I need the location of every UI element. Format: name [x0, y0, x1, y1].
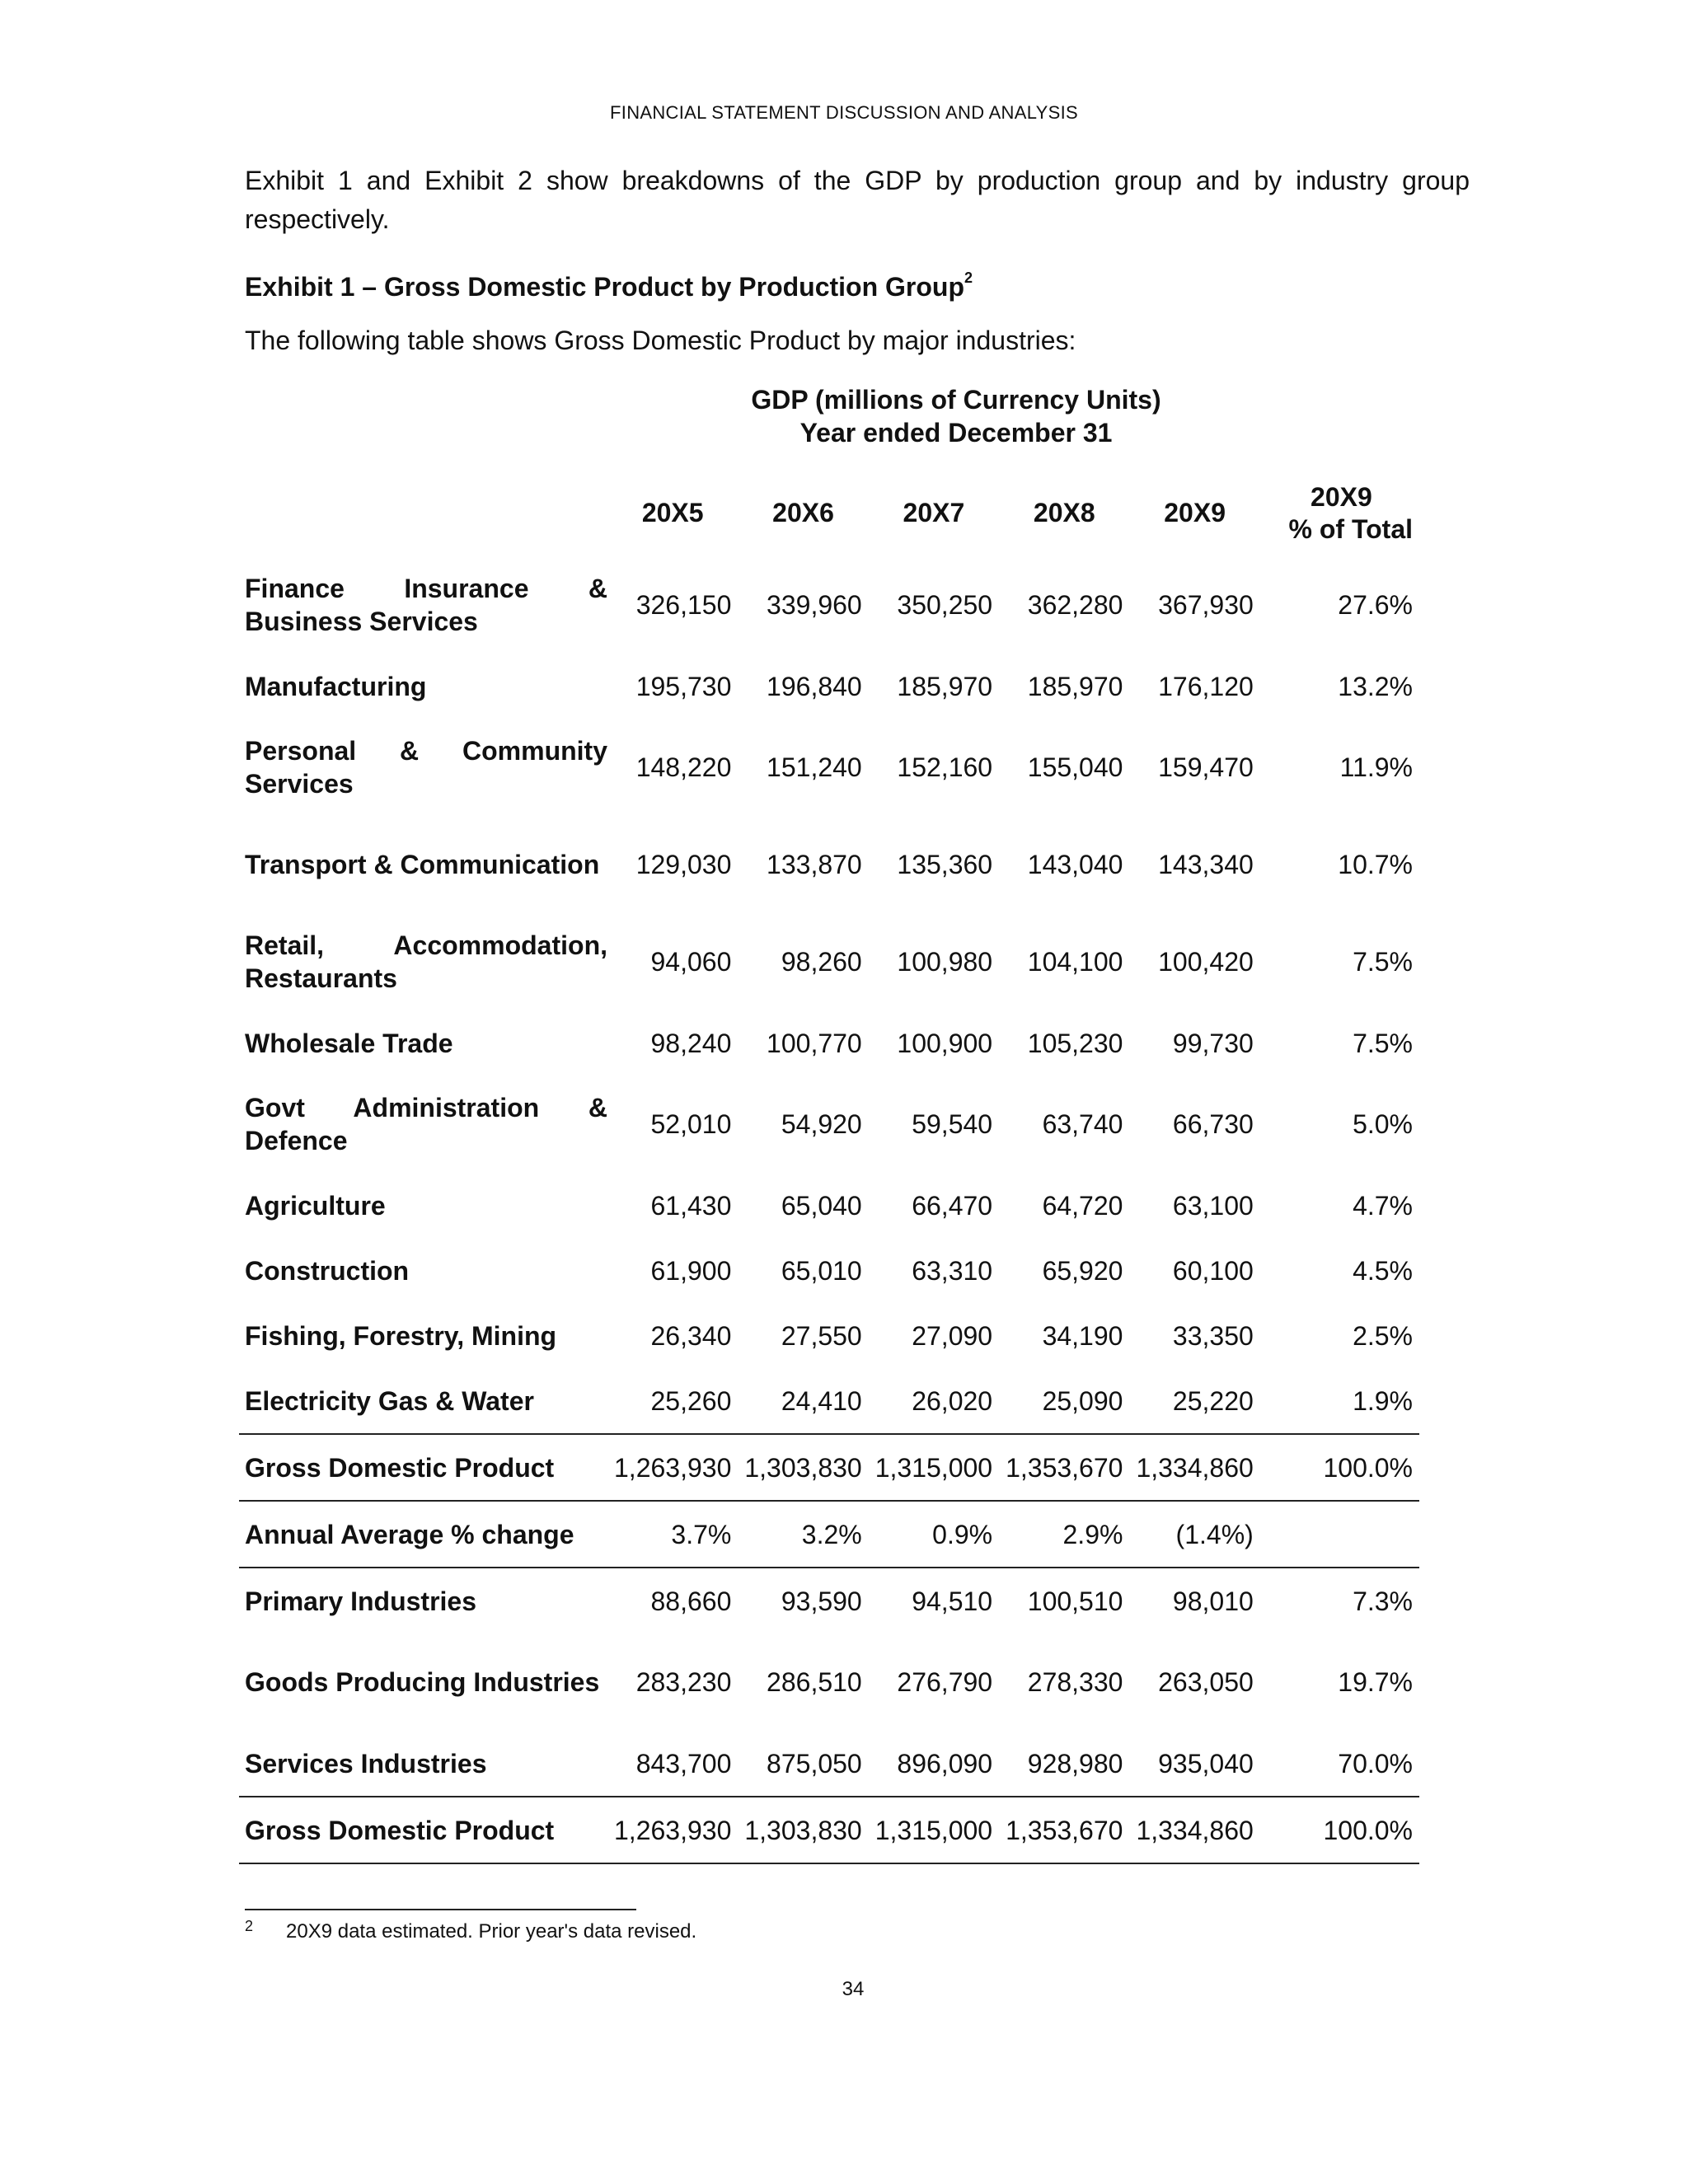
value-cell: 63,740: [1042, 1109, 1123, 1139]
row-label-text: Personal & Community Services: [245, 736, 607, 799]
intro-paragraph: Exhibit 1 and Exhibit 2 show breakdowns of the GDP by production group and by industry group respectively.: [245, 166, 1470, 234]
value-cell: 100,420: [1158, 947, 1254, 977]
row-label: [239, 1076, 607, 1173]
header-year-20x8: 20X8: [1033, 498, 1095, 527]
header-year-20x9: 20X9: [1164, 498, 1226, 527]
row-label-text: Govt Administration & Defence: [245, 1093, 607, 1155]
value-cell: 935,040: [1158, 1748, 1254, 1779]
value-cell: 155,040: [1027, 752, 1123, 782]
value-cell: 278,330: [1027, 1667, 1123, 1697]
row-label: [239, 1238, 607, 1303]
row-label-text: Gross Domestic Product: [245, 1815, 555, 1845]
value-cell: 1,263,930: [607, 1797, 738, 1863]
row-label: [239, 1731, 607, 1797]
percent-cell: 4.5%: [1353, 1255, 1413, 1286]
percent-cell: 100.0%: [1260, 1434, 1419, 1501]
percent-cell: 2.5%: [1353, 1320, 1413, 1351]
header-year-20x7: 20X7: [903, 498, 965, 527]
value-cell: 63,310: [912, 1255, 993, 1286]
value-cell: 896,090: [897, 1748, 993, 1779]
value-cell: 99,730: [1172, 1028, 1254, 1058]
row-label-text: Gross Domestic Product: [245, 1452, 555, 1483]
value-cell: 65,040: [781, 1190, 862, 1221]
value-cell: 3.7%: [607, 1501, 738, 1568]
exhibit-footnote-ref: 2: [964, 269, 973, 287]
value-cell: 94,510: [869, 1568, 999, 1633]
value-cell: 93,590: [738, 1568, 868, 1633]
value-cell: 133,870: [767, 850, 862, 879]
value-cell: 105,230: [1027, 1028, 1123, 1058]
value-cell: 1,263,930: [607, 1434, 738, 1501]
table-row: [239, 1303, 1419, 1368]
value-cell: 159,470: [1158, 752, 1254, 782]
exhibit-title-text: Exhibit 1 – Gross Domestic Product by Production Group: [245, 272, 965, 302]
value-cell: 104,100: [1027, 947, 1123, 977]
percent-cell: 70.0%: [1338, 1748, 1413, 1779]
percent-cell: 7.5%: [1353, 947, 1413, 977]
exhibit-title: [245, 269, 973, 302]
value-cell: 1,334,860: [1129, 1797, 1259, 1863]
percent-cell: 13.2%: [1338, 671, 1413, 701]
percent-cell: 27.6%: [1338, 590, 1413, 620]
footnote-rule: [245, 1909, 636, 1910]
value-cell: 66,470: [912, 1190, 993, 1221]
table-row: [239, 1568, 1419, 1633]
row-label: [239, 1010, 607, 1076]
value-cell: 61,430: [650, 1190, 732, 1221]
value-cell: 185,970: [1027, 671, 1123, 701]
table-row: [239, 1368, 1419, 1434]
value-cell: 1,353,670: [999, 1434, 1129, 1501]
percent-cell: 11.9%: [1339, 752, 1413, 782]
value-cell: 283,230: [635, 1667, 732, 1697]
row-label-text: Wholesale Trade: [245, 1028, 453, 1058]
value-cell: 25,220: [1172, 1385, 1254, 1416]
value-cell: 27,550: [781, 1320, 862, 1351]
value-cell: 60,100: [1172, 1255, 1254, 1286]
percent-cell: 19.7%: [1338, 1667, 1413, 1697]
value-cell: 148,220: [635, 752, 732, 782]
value-cell: 0.9%: [869, 1501, 999, 1568]
header-year-20x5: 20X5: [641, 498, 704, 527]
value-cell: 3.2%: [738, 1501, 868, 1568]
table-row: [239, 816, 1419, 913]
table-row: [239, 1501, 1419, 1568]
row-label: [239, 1633, 607, 1731]
value-cell: 64,720: [1042, 1190, 1123, 1221]
row-label: [239, 719, 607, 816]
value-cell: 928,980: [1027, 1748, 1123, 1779]
footnote-text: 20X9 data estimated. Prior year's data revised.: [286, 1920, 697, 1943]
value-cell: 2.9%: [999, 1501, 1129, 1568]
row-label-text: Electricity Gas & Water: [245, 1385, 534, 1416]
value-cell: 185,970: [897, 671, 993, 701]
table-row: [239, 1434, 1419, 1501]
row-label: [239, 816, 607, 913]
percent-cell: 5.0%: [1353, 1109, 1413, 1139]
value-cell: 362,280: [1027, 590, 1123, 620]
value-cell: 59,540: [912, 1109, 993, 1139]
value-cell: 339,960: [767, 590, 862, 620]
row-label-text: Services Industries: [245, 1748, 487, 1779]
table-row: [239, 719, 1419, 816]
percent-cell: 7.3%: [1260, 1568, 1419, 1633]
value-cell: 350,250: [897, 590, 993, 620]
value-cell: 100,770: [767, 1028, 862, 1058]
table-row: [239, 913, 1419, 1010]
header-pct-line1: 20X9: [1311, 481, 1372, 512]
value-cell: 66,730: [1172, 1109, 1254, 1139]
value-cell: 52,010: [650, 1109, 732, 1139]
value-cell: 152,160: [897, 752, 993, 782]
table-row: [239, 1238, 1419, 1303]
value-cell: 100,510: [999, 1568, 1129, 1633]
value-cell: (1.4%): [1129, 1501, 1259, 1568]
value-cell: 88,660: [607, 1568, 738, 1633]
header-percent-of-total: [1260, 470, 1419, 556]
table-row: [239, 1797, 1419, 1863]
row-label-text: Retail, Accommodation, Restaurants: [245, 930, 607, 993]
value-cell: 25,090: [1042, 1385, 1123, 1416]
footnote: [245, 1920, 696, 1943]
header-pct-line2: % of Total: [1288, 513, 1413, 544]
gdp-heading-line2: Year ended December 31: [799, 418, 1113, 448]
table-row: [239, 1633, 1419, 1731]
gdp-heading-line1: GDP (millions of Currency Units): [751, 385, 1161, 415]
value-cell: 151,240: [767, 752, 862, 782]
gdp-table: [239, 470, 1419, 1864]
percent-cell: [1260, 1501, 1419, 1568]
value-cell: 34,190: [1042, 1320, 1123, 1351]
value-cell: 276,790: [897, 1667, 993, 1697]
row-label: [239, 1434, 607, 1501]
row-label-text: Annual Average % change: [245, 1519, 574, 1549]
value-cell: 875,050: [767, 1748, 862, 1779]
value-cell: 61,900: [650, 1255, 732, 1286]
value-cell: 1,303,830: [738, 1434, 868, 1501]
value-cell: 100,980: [897, 947, 993, 977]
percent-cell: 1.9%: [1353, 1385, 1413, 1416]
row-label: [239, 1797, 607, 1863]
table-row: [239, 556, 1419, 654]
value-cell: 129,030: [635, 850, 732, 879]
percent-cell: 100.0%: [1260, 1797, 1419, 1863]
row-label-text: Manufacturing: [245, 671, 427, 701]
table-row: [239, 1731, 1419, 1797]
value-cell: 27,090: [912, 1320, 993, 1351]
table-row: [239, 654, 1419, 719]
value-cell: 143,340: [1158, 850, 1254, 879]
value-cell: 143,040: [1027, 850, 1123, 879]
value-cell: 1,353,670: [999, 1797, 1129, 1863]
value-cell: 1,334,860: [1129, 1434, 1259, 1501]
row-label: [239, 1173, 607, 1238]
percent-cell: 10.7%: [1338, 850, 1413, 879]
value-cell: 1,315,000: [869, 1434, 999, 1501]
value-cell: 195,730: [635, 671, 732, 701]
table-intro: The following table shows Gross Domestic Product by major industries:: [245, 326, 1076, 355]
page-number: 34: [842, 1978, 865, 2000]
row-label-text: Goods Producing Industries: [245, 1667, 600, 1697]
row-label-text: Transport & Communication: [245, 850, 600, 879]
row-label: [239, 654, 607, 719]
header-year-20x6: 20X6: [772, 498, 834, 527]
row-label-text: Finance Insurance & Business Services: [245, 574, 607, 636]
value-cell: 98,260: [781, 947, 862, 977]
value-cell: 176,120: [1158, 671, 1254, 701]
percent-cell: 4.7%: [1353, 1190, 1413, 1221]
value-cell: 26,340: [650, 1320, 732, 1351]
value-cell: 843,700: [635, 1748, 732, 1779]
row-label: [239, 1501, 607, 1568]
row-label: [239, 913, 607, 1010]
value-cell: 367,930: [1158, 590, 1254, 620]
row-label-text: Fishing, Forestry, Mining: [245, 1320, 557, 1351]
value-cell: 326,150: [635, 590, 732, 620]
value-cell: 135,360: [897, 850, 993, 879]
row-label: [239, 1303, 607, 1368]
value-cell: 25,260: [650, 1385, 732, 1416]
value-cell: 286,510: [767, 1667, 862, 1697]
value-cell: 196,840: [767, 671, 862, 701]
table-row: [239, 1076, 1419, 1173]
value-cell: 263,050: [1158, 1667, 1254, 1697]
value-cell: 1,315,000: [869, 1797, 999, 1863]
row-label: [239, 1368, 607, 1434]
value-cell: 24,410: [781, 1385, 862, 1416]
value-cell: 65,920: [1042, 1255, 1123, 1286]
row-label-text: Agriculture: [245, 1190, 386, 1221]
value-cell: 33,350: [1172, 1320, 1254, 1351]
value-cell: 54,920: [781, 1109, 862, 1139]
row-label: [239, 556, 607, 654]
value-cell: 26,020: [912, 1385, 993, 1416]
row-label-text: Construction: [245, 1255, 410, 1286]
table-row: [239, 1010, 1419, 1076]
header-label-cell: [239, 470, 607, 556]
value-cell: 100,900: [897, 1028, 993, 1058]
value-cell: 94,060: [650, 947, 732, 977]
value-cell: 63,100: [1172, 1190, 1254, 1221]
row-label: [239, 1568, 607, 1633]
gdp-heading: [626, 383, 1286, 449]
value-cell: 1,303,830: [738, 1797, 868, 1863]
footnote-mark: 2: [245, 1918, 254, 1934]
percent-cell: 7.5%: [1353, 1028, 1413, 1058]
table-header-row: [239, 470, 1419, 556]
value-cell: 98,240: [650, 1028, 732, 1058]
value-cell: 65,010: [781, 1255, 862, 1286]
value-cell: 98,010: [1129, 1568, 1259, 1633]
row-label-text: Primary Industries: [245, 1586, 476, 1616]
page-header: FINANCIAL STATEMENT DISCUSSION AND ANALYSIS: [610, 102, 1078, 123]
table-row: [239, 1173, 1419, 1238]
